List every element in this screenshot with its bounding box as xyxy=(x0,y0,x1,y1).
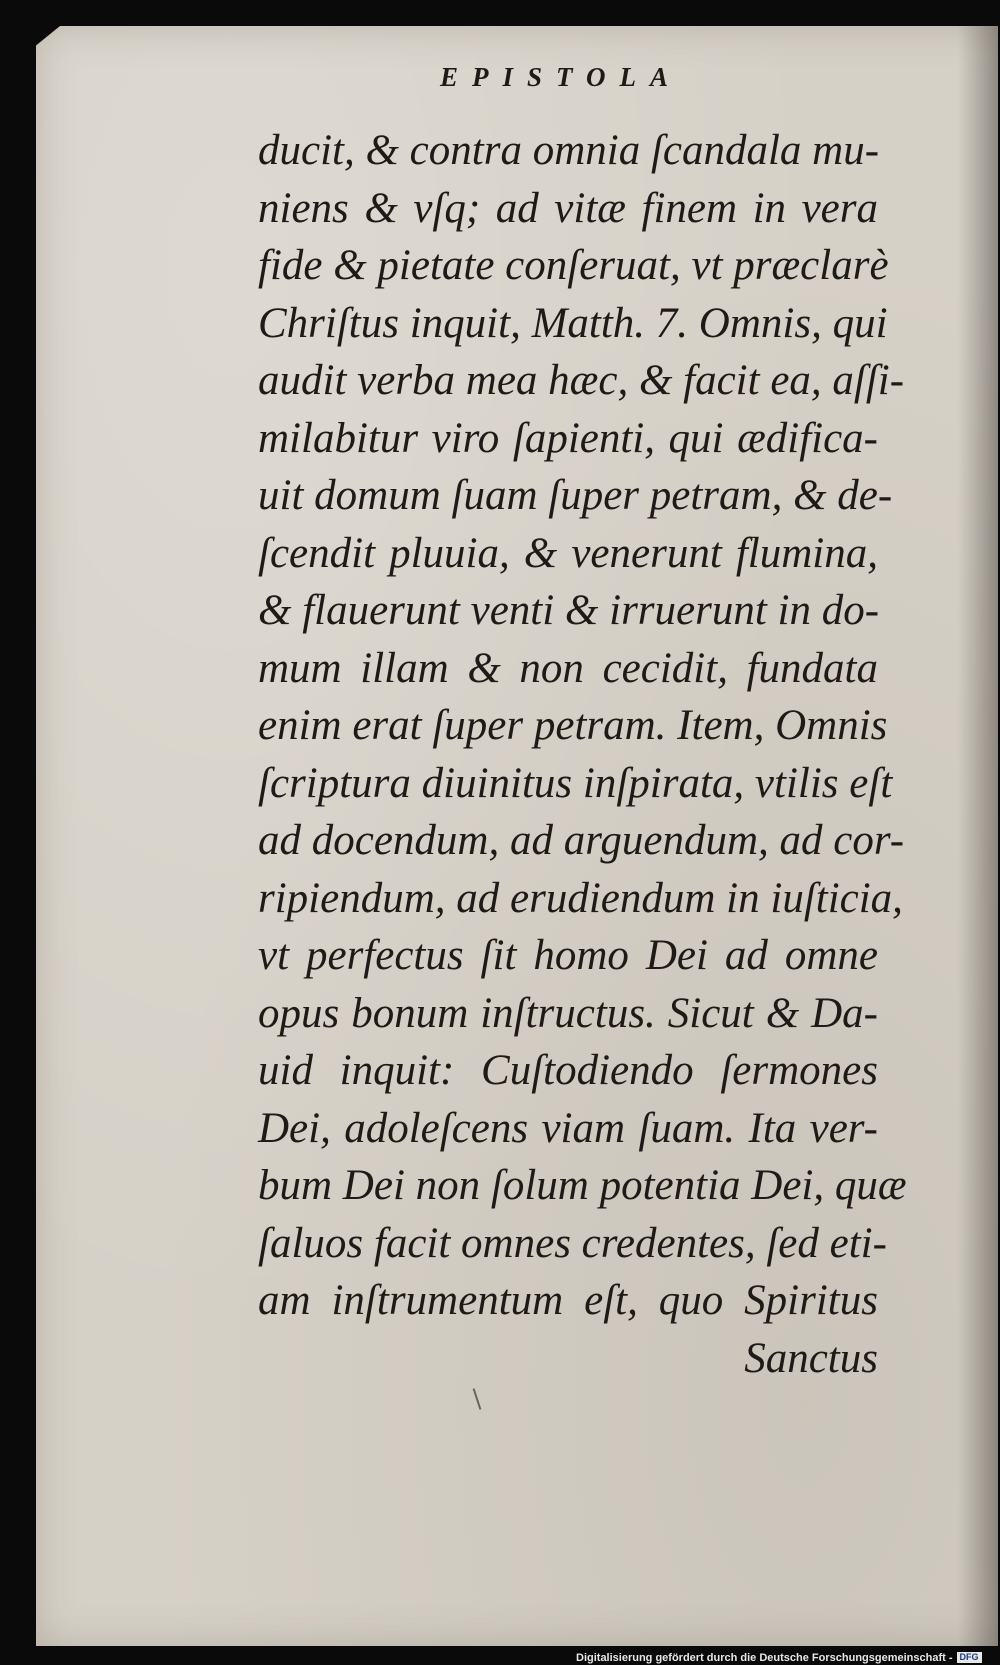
text-line: ripiendum, ad erudiendum in iuſticia, xyxy=(258,874,903,922)
text-line: ſcendit pluuia, & venerunt flumina, xyxy=(258,529,878,577)
credit-text: Digitalisierung gefördert durch die Deutsche Forschungsgemeinschaft - xyxy=(576,1651,953,1664)
text-line: milabitur viro ſapienti, qui ædifica- xyxy=(258,414,878,462)
text-line: vt perfectus ſit homo Dei ad omne xyxy=(258,932,878,979)
text-line: ad docendum, ad arguendum, ad cor- xyxy=(258,817,905,864)
text-line: ſaluos facit omnes credentes, ſed eti- xyxy=(258,1219,887,1267)
text-line: niens & vſq; ad vitæ finem in vera xyxy=(258,184,878,232)
text-line: ducit, & contra omnia ſcandala mu- xyxy=(258,127,880,174)
text-line: & flauerunt venti & irruerunt in do- xyxy=(258,587,880,634)
catchword: Sanctus xyxy=(744,1334,878,1382)
text-line: uit domum ſuam ſuper petram, & de- xyxy=(258,472,893,519)
text-line: Chriſtus inquit, Matth. 7. Omnis, qui xyxy=(258,299,888,347)
page-gutter-shadow xyxy=(958,26,998,1646)
body-text xyxy=(258,122,907,1387)
text-line: uid inquit: Cuſtodiendo ſermones xyxy=(258,1047,878,1094)
text-line: ſcriptura diuinitus inſpirata, vtilis eſt xyxy=(258,759,893,807)
text-line: am inſtrumentum eſt, quo Spiritus xyxy=(258,1277,878,1324)
digitization-credit xyxy=(576,1650,982,1665)
text-line: bum Dei non ſolum potentia Dei, quæ xyxy=(258,1162,907,1209)
text-line: audit verba mea hæc, & facit ea, aſſi- xyxy=(258,357,905,404)
text-line: mum illam & non cecidit, fundata xyxy=(258,644,878,692)
text-line: opus bonum inſtructus. Sicut & Da- xyxy=(258,989,878,1037)
text-line: Dei, adoleſcens viam ſuam. Ita ver- xyxy=(258,1104,878,1152)
dfg-logo: DFG xyxy=(957,1652,982,1663)
running-head: EPISTOLA xyxy=(440,62,683,92)
text-line: fide & pietate conſeruat, vt præclarè xyxy=(258,242,889,289)
text-line: enim erat ſuper petram. Item, Omnis xyxy=(258,702,888,749)
